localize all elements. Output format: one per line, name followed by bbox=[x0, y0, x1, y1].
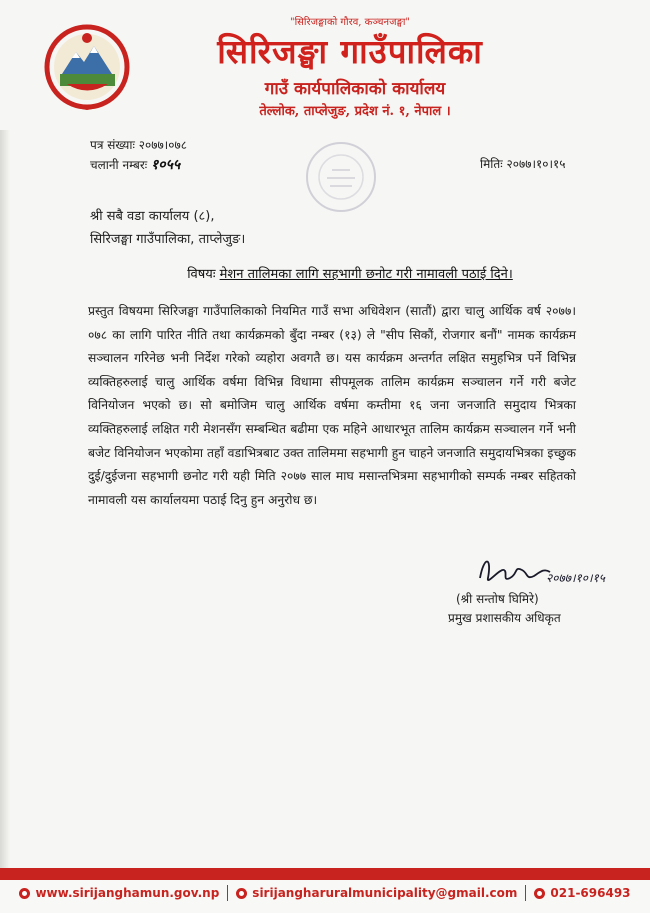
subject-text: मेशन तालिमका लागि सहभागी छनोट गरी नामावली पठाई दिने। bbox=[219, 267, 513, 282]
handwritten-signature bbox=[470, 548, 630, 594]
footer-contact-row bbox=[0, 882, 650, 904]
date-value: २०७७।१०।१५ bbox=[506, 157, 566, 171]
office-stamp-icon bbox=[302, 138, 380, 216]
date-label: मितिः bbox=[480, 157, 503, 171]
subject-line bbox=[150, 264, 550, 282]
letterhead-motto: "सिरिजङ्घाको गौरव, कञ्चनजङ्घा" bbox=[289, 17, 411, 28]
footer-website[interactable] bbox=[11, 886, 227, 900]
page-edge-shadow bbox=[0, 130, 10, 890]
phone-text: 021-696493 bbox=[550, 886, 631, 900]
signatory-title: प्रमुख प्रशासकीय अधिकृत bbox=[448, 611, 561, 625]
dispatch-number bbox=[90, 155, 180, 174]
website-text: www.sirijanghamun.gov.np bbox=[35, 886, 220, 900]
reference-label: पत्र संख्याः bbox=[90, 138, 135, 152]
footer-phone[interactable] bbox=[526, 886, 638, 900]
email-icon bbox=[236, 888, 247, 899]
office-address: तेल्लोक, ताप्लेजुङ, प्रदेश नं. १, नेपाल । bbox=[259, 104, 451, 119]
phone-icon bbox=[534, 888, 545, 899]
dispatch-label: चलानी नम्बरः bbox=[90, 158, 148, 172]
reference-value: २०७७।०७८ bbox=[138, 138, 187, 152]
recipient-line-1: श्री सबै वडा कार्यालय (८), bbox=[90, 209, 215, 224]
dispatch-value: १०५५ bbox=[151, 157, 181, 173]
letter-body: प्रस्तुत विषयमा सिरिजङ्घा गाउँपालिकाको नियमित गाउँ सभा अधिवेशन (सातौं) द्वारा चालु आर्थिक वर्ष २०७७।०७८ का लागि पारित नीति तथा कार्यक्रमको बुँदा नम्बर (१३) ले "सीप सिकौं, रोजगार बनौं" नामक कार्यक्रम सञ्चालन गरिनेछ भनी निर्देश गरेको व्यहोरा अवगतै छ। यस कार्यक्रम अन्तर्गत लक्षित समुहभित्र पर्ने विभिन्न व्यक्तिहरुलाई चालु आर्थिक वर्षमा विभिन्न विधामा सीपमूलक तालिम कार्यक्रम सञ्चालन गर्ने गरी बजेट विनियोजन भएको छ। सो बमोजिम चालु आर्थिक वर्षमा कम्तीमा १६ जना जनजाति समुदाय भित्रका व्यक्तिहरुलाई लक्षित गरी मेशनसँग सम्बन्धित बढीमा एक महिने आधारभूत तालिम कार्यक्रम सञ्चालन गर्ने भनी बजेट विनियोजन भएकोमा तहाँ वडाभित्रबाट उक्त तालिममा सहभागी हुन चाहने जनजाति समुदायभित्रका इच्छुक दुई/दुईजना सहभागी छनोट गरी यही मिति २०७७ साल माघ मसान्तभित्रमा सहभागीको सम्पर्क नम्बर सहितको नामावली यस कार्यालयमा पठाई दिनु हुन अनुरोध छ। bbox=[88, 304, 576, 507]
nepal-emblem-icon bbox=[40, 22, 135, 112]
organization-name: सिरिजङ्घा गाउँपालिका bbox=[217, 32, 483, 71]
footer-bar bbox=[0, 868, 650, 880]
footer-email[interactable] bbox=[228, 886, 525, 900]
globe-icon bbox=[19, 888, 30, 899]
email-text: sirijangharuralmunicipality@gmail.com bbox=[252, 886, 518, 900]
subject-label: विषयः bbox=[187, 267, 216, 282]
signatory-name: (श्री सन्तोष घिमिरे) bbox=[456, 592, 539, 606]
letter-date bbox=[480, 155, 566, 172]
recipient-line-2: सिरिजङ्घा गाउँपालिका, ताप्लेजुङ। bbox=[90, 232, 246, 247]
office-name: गाउँ कार्यपालिकाको कार्यालय bbox=[264, 79, 446, 99]
signature-date: २०७७।१०।१५ bbox=[546, 571, 606, 585]
reference-number bbox=[90, 136, 187, 153]
